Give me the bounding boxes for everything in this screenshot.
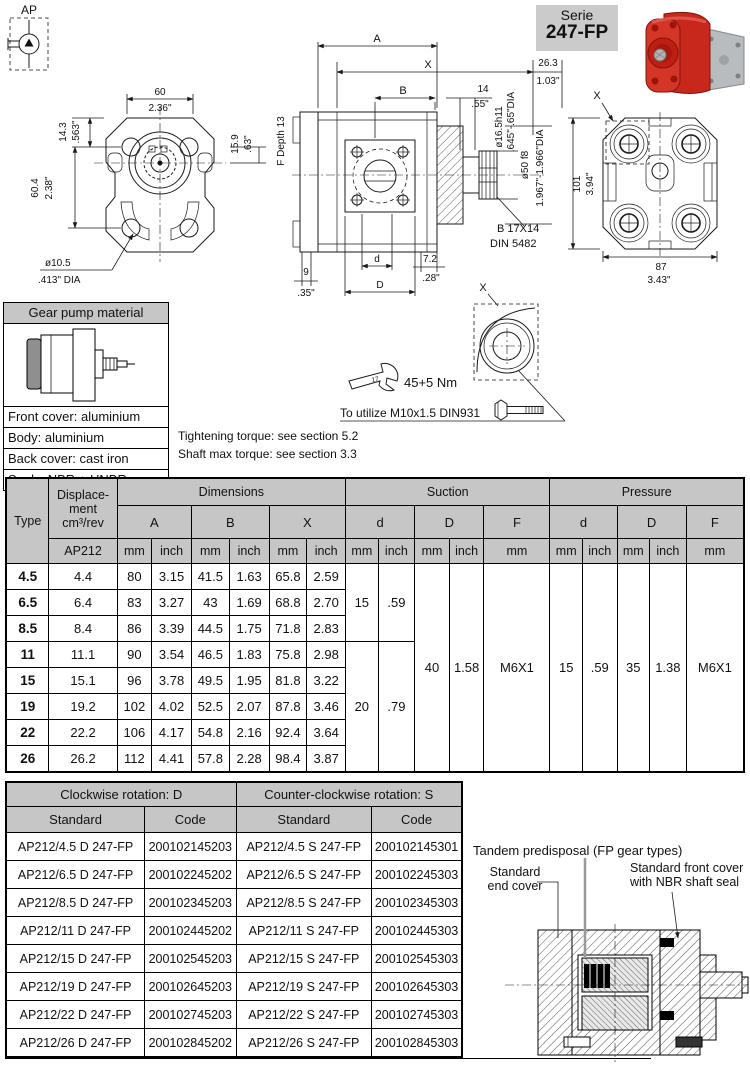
dim-label: 2.36" (148, 103, 172, 114)
type-cell: 11 (6, 642, 49, 668)
value-cell: 57.8 (192, 746, 230, 773)
value-cell: 4.41 (152, 746, 192, 773)
gear-pump-material-box (3, 302, 169, 491)
standard-cell: AP212/4.5 D 247-FP (6, 833, 145, 861)
header-unit: mm (550, 539, 582, 564)
standard-cell: AP212/15 S 247-FP (236, 945, 372, 973)
header-unit: inch (307, 539, 346, 564)
header-code: Code (372, 807, 462, 833)
dim-label: d (374, 254, 380, 265)
dim-label: 60.4 (30, 178, 41, 198)
header-unit: inch (650, 539, 687, 564)
value-cell: 1.58 (449, 564, 484, 773)
table-header-row (6, 539, 744, 564)
code-cell: 200102445202 (145, 917, 236, 945)
value-cell: 3.54 (152, 642, 192, 668)
value-cell: 1.75 (229, 616, 269, 642)
dim-label: .35" (297, 288, 315, 299)
value-cell: 19.2 (49, 694, 117, 720)
value-cell: .59 (582, 564, 617, 773)
serie-label: Serie (560, 7, 594, 23)
type-cell: 26 (6, 746, 49, 773)
code-cell: 200102545203 (145, 945, 236, 973)
value-cell: 4.17 (152, 720, 192, 746)
table-row (6, 833, 462, 861)
value-cell: 26.2 (49, 746, 117, 773)
value-cell: 35 (617, 564, 649, 773)
table-row (6, 1029, 462, 1058)
header-unit: mm (484, 539, 550, 564)
header-unit: inch (582, 539, 617, 564)
dim-label: .28" (422, 273, 440, 284)
table-row (6, 945, 462, 973)
header-unit: mm (117, 539, 152, 564)
wrench-icon (349, 363, 398, 390)
header-suction-D: D (415, 506, 484, 539)
value-cell: 65.8 (269, 564, 307, 590)
dim-label: 7.2 (423, 254, 437, 265)
value-cell: 44.5 (192, 616, 230, 642)
value-cell: 22.2 (49, 720, 117, 746)
dim-label: 15.9 (230, 134, 241, 154)
code-cell: 200102245303 (372, 861, 462, 889)
dim-label: 87 (655, 262, 667, 273)
type-cell: 15 (6, 668, 49, 694)
value-cell: M6X1 (484, 564, 550, 773)
header-unit: inch (229, 539, 269, 564)
code-cell: 200102445303 (372, 917, 462, 945)
header-unit: mm (192, 539, 230, 564)
code-cell: 200102145203 (145, 833, 236, 861)
header-dimensions: Dimensions (117, 478, 345, 506)
value-cell: 75.8 (269, 642, 307, 668)
dim-label: .55" (471, 99, 489, 110)
header-type: Type (6, 478, 49, 564)
value-cell: 54.8 (192, 720, 230, 746)
standard-cell: AP212/11 D 247-FP (6, 917, 145, 945)
code-cell: 200102645203 (145, 973, 236, 1001)
code-cell: 200102145301 (372, 833, 462, 861)
type-cell: 6.5 (6, 590, 49, 616)
front-view-drawing (30, 87, 287, 286)
value-cell: 4.4 (49, 564, 117, 590)
dimensions-table (5, 477, 745, 773)
serie-badge (536, 5, 618, 51)
dim-label: A (373, 33, 381, 45)
tandem-title: Tandem predisposal (FP gear types) (473, 843, 683, 858)
table-row (6, 917, 462, 945)
value-cell: 112 (117, 746, 152, 773)
table-row (6, 889, 462, 917)
dim-label: X (479, 282, 487, 294)
value-cell: 3.78 (152, 668, 192, 694)
standard-cell: AP212/26 D 247-FP (6, 1029, 145, 1058)
dim-label: ø10.5 (45, 258, 71, 269)
material-body: Body: aluminium (4, 427, 168, 448)
order-codes-table (5, 781, 463, 1058)
dim-label: 101 (572, 175, 583, 193)
wrench-size-label: 17 (371, 375, 380, 384)
table-header-row (6, 506, 744, 539)
header-unit: inch (378, 539, 415, 564)
header-suction: Suction (346, 478, 550, 506)
value-cell: 11.1 (49, 642, 117, 668)
header-x: X (269, 506, 346, 539)
dim-label: 1.03" (536, 76, 560, 87)
value-cell: 3.27 (152, 590, 192, 616)
value-cell: 81.8 (269, 668, 307, 694)
dim-label: D (376, 280, 384, 291)
standard-cell: AP212/6.5 S 247-FP (236, 861, 372, 889)
shaft-torque-note: Shaft max torque: see section 3.3 (178, 447, 357, 461)
value-cell: 90 (117, 642, 152, 668)
bolt-note: To utilize M10x1.5 DIN931 (340, 406, 481, 420)
value-cell: 1.63 (229, 564, 269, 590)
header-pressure-d: d (550, 506, 617, 539)
header-unit: inch (449, 539, 484, 564)
value-cell: 80 (117, 564, 152, 590)
material-box-title: Gear pump material (4, 303, 168, 324)
code-cell: 200102745303 (372, 1001, 462, 1029)
dim-label: 1.967"-1.966"DIA (535, 129, 546, 207)
dim-label: B 17X14 (497, 223, 540, 235)
standard-cell: AP212/19 D 247-FP (6, 973, 145, 1001)
header-clockwise: Clockwise rotation: D (6, 782, 236, 807)
value-cell: 43 (192, 590, 230, 616)
side-view-drawing (292, 33, 562, 299)
value-cell: 4.02 (152, 694, 192, 720)
dim-label: 60 (154, 87, 166, 98)
end-cover-label: Standard end cover (487, 865, 543, 893)
type-cell: 22 (6, 720, 49, 746)
dim-label: ø16.5h11 (494, 106, 505, 148)
header-standard: Standard (6, 807, 145, 833)
pump-photo (646, 12, 744, 93)
value-cell: 71.8 (269, 616, 307, 642)
type-cell: 4.5 (6, 564, 49, 590)
value-cell: 98.4 (269, 746, 307, 773)
value-cell: 102 (117, 694, 152, 720)
header-unit: mm (686, 539, 744, 564)
value-cell: 83 (117, 590, 152, 616)
code-cell: 200102745203 (145, 1001, 236, 1029)
standard-cell: AP212/6.5 D 247-FP (6, 861, 145, 889)
value-cell: .59 (378, 564, 415, 642)
value-cell: 15 (550, 564, 582, 773)
header-a: A (117, 506, 191, 539)
code-cell: 200102645303 (372, 973, 462, 1001)
value-cell: 1.95 (229, 668, 269, 694)
header-standard: Standard (236, 807, 372, 833)
value-cell: 40 (415, 564, 450, 773)
header-unit: mm (346, 539, 378, 564)
bolt-icon (495, 400, 543, 420)
dim-label: .63" (243, 135, 254, 153)
value-cell: 15.1 (49, 668, 117, 694)
value-cell: 3.22 (307, 668, 346, 694)
header-code: Code (145, 807, 236, 833)
material-pump-icon (4, 324, 168, 406)
value-cell: 96 (117, 668, 152, 694)
table-row (6, 861, 462, 889)
table-header-row (6, 782, 462, 807)
standard-cell: AP212/19 S 247-FP (236, 973, 372, 1001)
dim-label: 2.38" (44, 176, 55, 200)
standard-cell: AP212/22 D 247-FP (6, 1001, 145, 1029)
header-ap212: AP212 (49, 539, 117, 564)
standard-cell: AP212/22 S 247-FP (236, 1001, 372, 1029)
table-row (6, 564, 744, 590)
dim-label: .563" (71, 120, 82, 144)
front-cover-label: Standard front cover with NBR shaft seal (630, 861, 744, 889)
value-cell: 2.70 (307, 590, 346, 616)
standard-cell: AP212/11 S 247-FP (236, 917, 372, 945)
code-cell: 200102845202 (145, 1029, 236, 1058)
code-cell: 200102345203 (145, 889, 236, 917)
material-front-cover: Front cover: aluminium (4, 406, 168, 427)
dim-label: 26.3 (538, 58, 558, 69)
value-cell: 52.5 (192, 694, 230, 720)
header-pressure-f: F (686, 506, 744, 539)
type-cell: 8.5 (6, 616, 49, 642)
dim-label: X (593, 90, 601, 102)
value-cell: 86 (117, 616, 152, 642)
value-cell: 3.15 (152, 564, 192, 590)
table-row (6, 1001, 462, 1029)
value-cell: 1.69 (229, 590, 269, 616)
table-header-row (6, 807, 462, 833)
dim-label: B (399, 85, 407, 97)
value-cell: 20 (346, 642, 378, 773)
code-cell: 200102845303 (372, 1029, 462, 1058)
value-cell: 1.38 (650, 564, 687, 773)
value-cell: 41.5 (192, 564, 230, 590)
standard-cell: AP212/15 D 247-FP (6, 945, 145, 973)
value-cell: 2.98 (307, 642, 346, 668)
bottom-rule (5, 1058, 651, 1059)
value-cell: 3.46 (307, 694, 346, 720)
standard-cell: AP212/8.5 D 247-FP (6, 889, 145, 917)
detail-x-drawing (340, 282, 565, 421)
value-cell: 2.83 (307, 616, 346, 642)
value-cell: 8.4 (49, 616, 117, 642)
dim-label: F Depth 13 (276, 116, 287, 166)
back-view-drawing (568, 90, 717, 286)
value-cell: 2.16 (229, 720, 269, 746)
material-back-cover: Back cover: cast iron (4, 448, 168, 469)
dim-label: DIN 5482 (490, 238, 537, 250)
dim-label: 9 (303, 267, 309, 278)
dim-label: .645"-.65"DIA (506, 91, 517, 153)
value-cell: 2.07 (229, 694, 269, 720)
value-cell: 3.64 (307, 720, 346, 746)
code-cell: 200102345303 (372, 889, 462, 917)
dim-label: 14 (477, 84, 489, 95)
dim-label: X (424, 59, 432, 71)
torque-note: 45+5 Nm (404, 375, 458, 390)
value-cell: 106 (117, 720, 152, 746)
value-cell: 6.4 (49, 590, 117, 616)
code-cell: 200102245202 (145, 861, 236, 889)
value-cell: M6X1 (686, 564, 744, 773)
header-unit: mm (617, 539, 649, 564)
type-cell: 19 (6, 694, 49, 720)
header-suction-d: d (346, 506, 415, 539)
value-cell: 92.4 (269, 720, 307, 746)
header-unit: mm (269, 539, 307, 564)
standard-cell: AP212/4.5 S 247-FP (236, 833, 372, 861)
value-cell: 1.83 (229, 642, 269, 668)
header-displacement: Displace-ment cm³/rev (49, 478, 117, 539)
table-row (6, 973, 462, 1001)
value-cell: 68.8 (269, 590, 307, 616)
tightening-torque-note: Tightening torque: see section 5.2 (178, 429, 359, 443)
serie-number: 247-FP (545, 22, 609, 44)
header-counter-clockwise: Counter-clockwise rotation: S (236, 782, 462, 807)
dim-label: 14.3 (58, 122, 69, 142)
header-suction-f: F (484, 506, 550, 539)
ap-symbol (8, 3, 48, 70)
dim-label: .413" DIA (38, 275, 81, 286)
dim-label: 3.94" (585, 172, 596, 196)
standard-cell: AP212/26 S 247-FP (236, 1029, 372, 1058)
value-cell: 87.8 (269, 694, 307, 720)
value-cell: 15 (346, 564, 378, 642)
value-cell: .79 (378, 642, 415, 773)
header-unit: mm (415, 539, 450, 564)
ap-label: AP (20, 3, 38, 17)
value-cell: 2.28 (229, 746, 269, 773)
value-cell: 2.59 (307, 564, 346, 590)
dim-label: 3.43" (647, 275, 671, 286)
header-b: B (192, 506, 270, 539)
value-cell: 3.87 (307, 746, 346, 773)
value-cell: 46.5 (192, 642, 230, 668)
value-cell: 49.5 (192, 668, 230, 694)
value-cell: 3.39 (152, 616, 192, 642)
header-pressure-D: D (617, 506, 686, 539)
code-cell: 200102545303 (372, 945, 462, 973)
table-header-row (6, 478, 744, 506)
standard-cell: AP212/8.5 S 247-FP (236, 889, 372, 917)
header-unit: inch (152, 539, 192, 564)
header-pressure: Pressure (550, 478, 744, 506)
dim-label: ø50 f8 (520, 150, 531, 180)
